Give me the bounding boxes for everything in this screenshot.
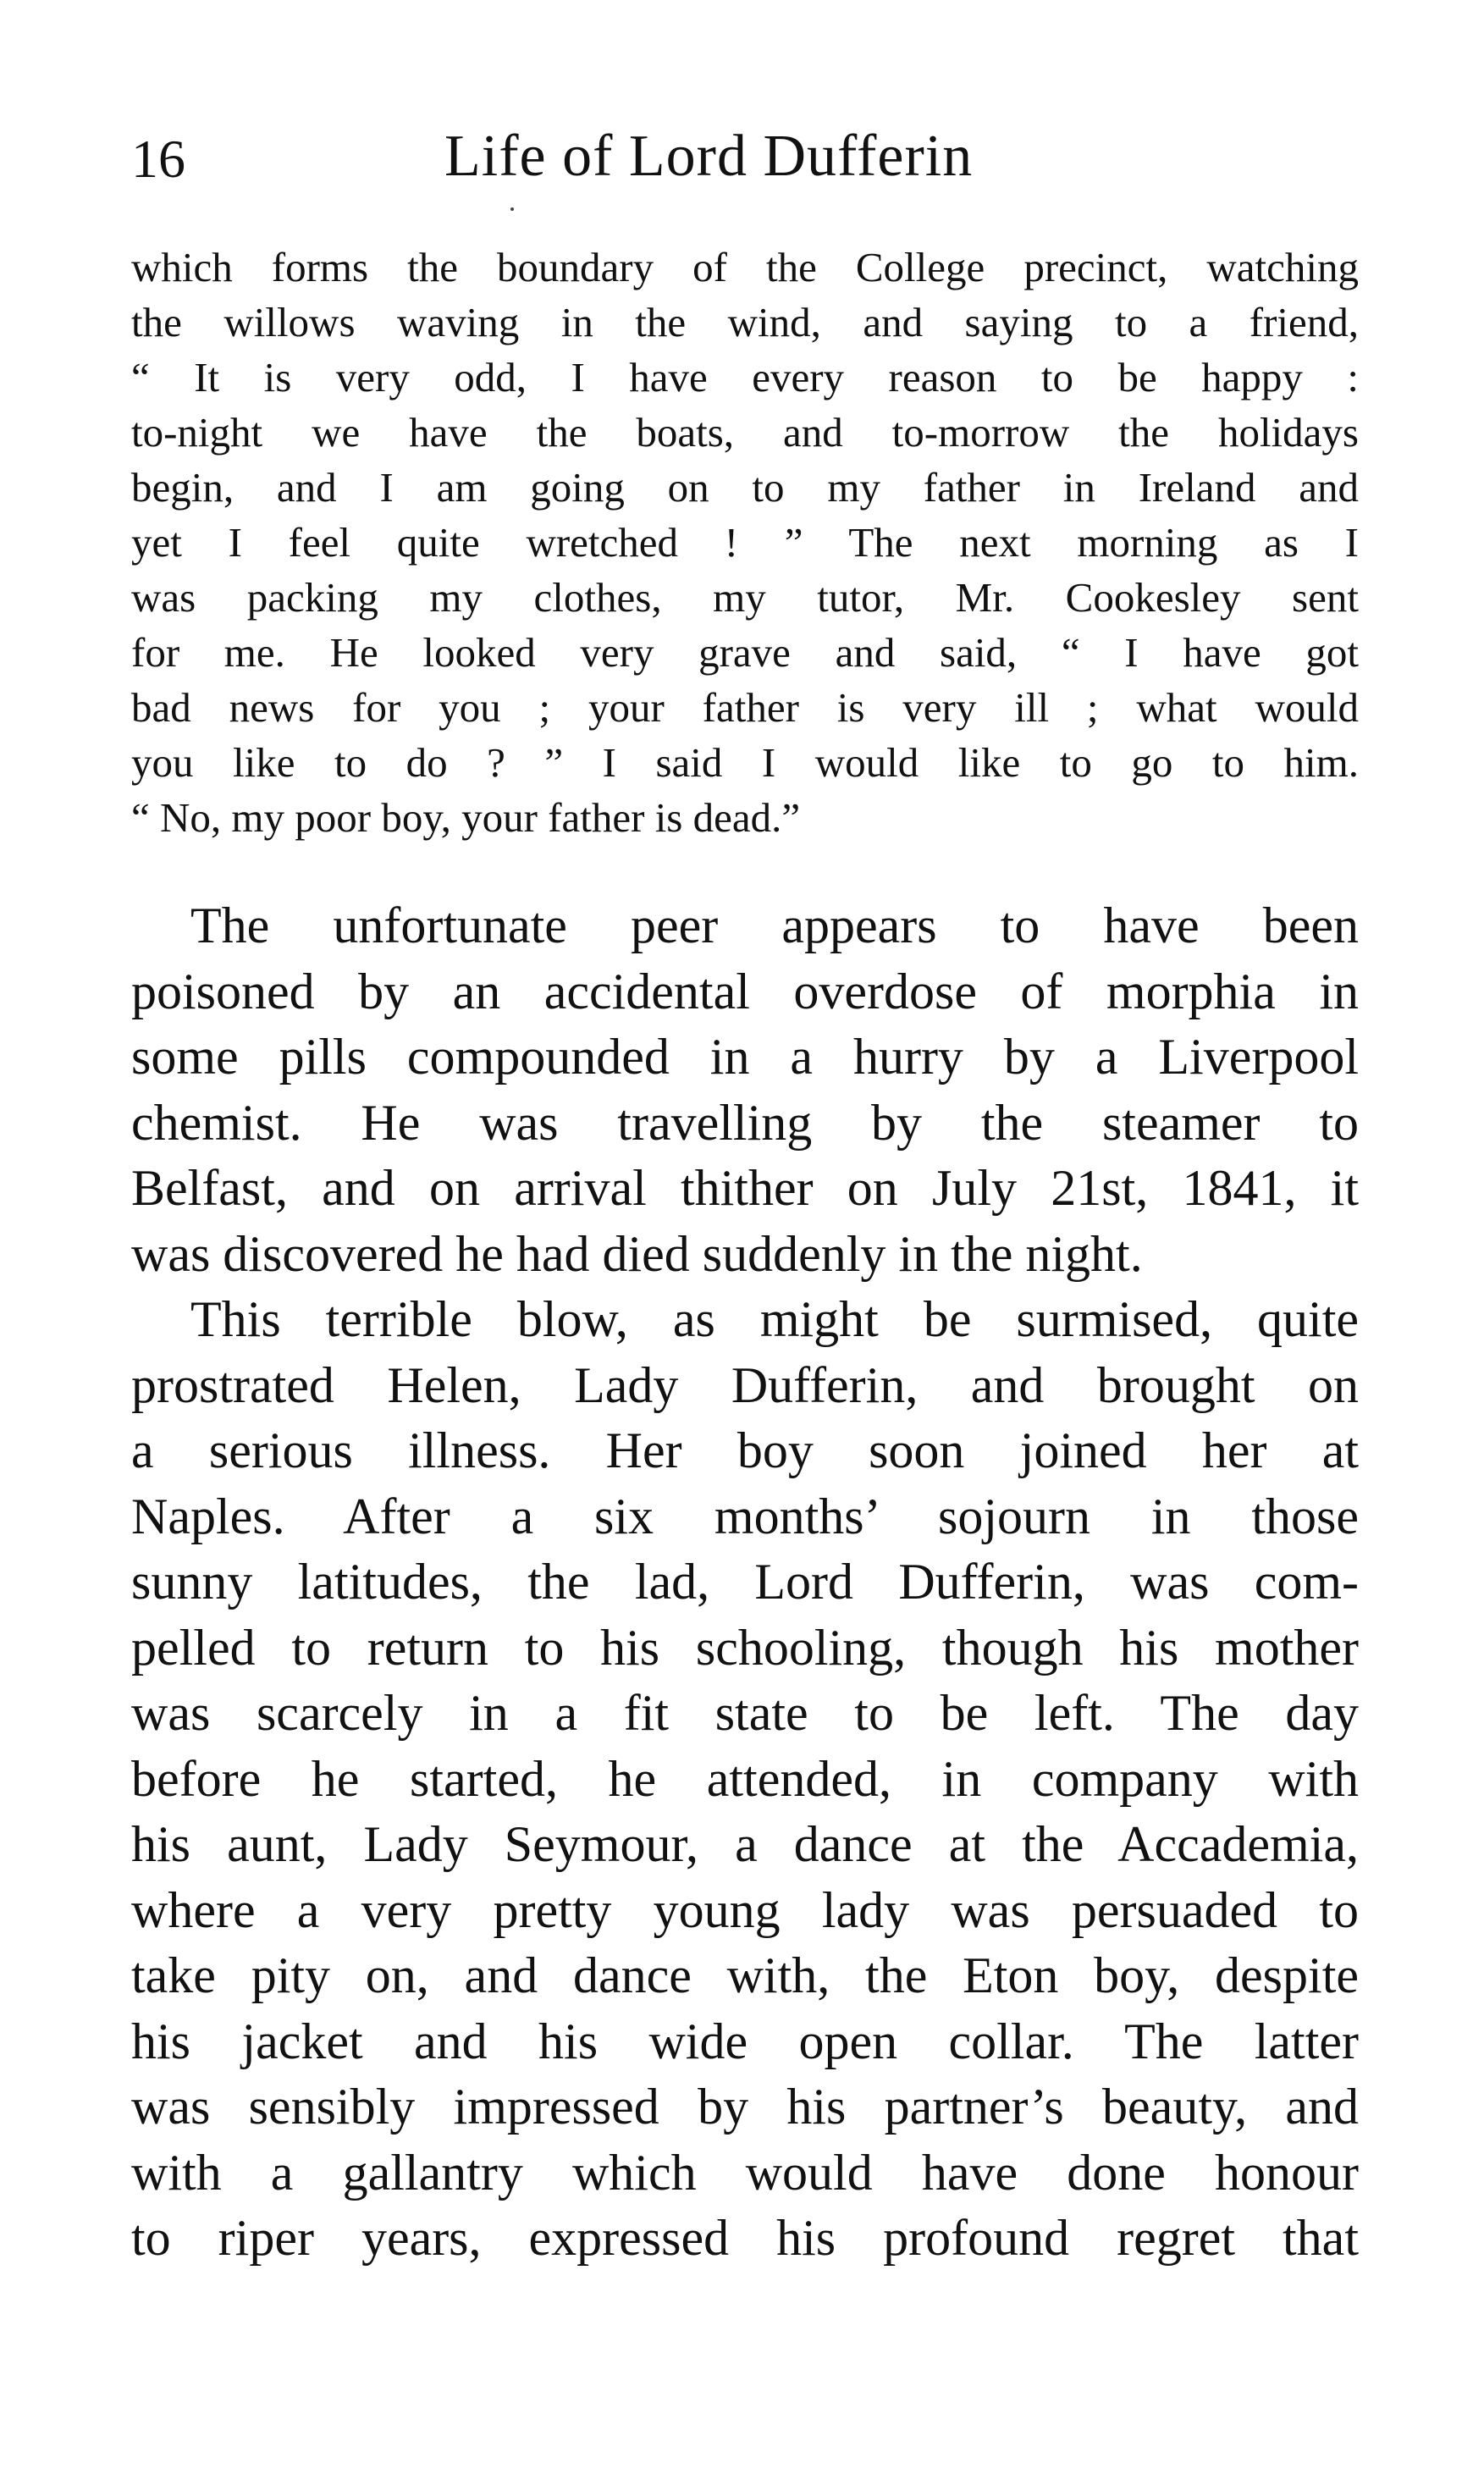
body-line: to riper years, expressed his profound regret that bbox=[131, 2210, 1359, 2266]
body-line: before he started, he attended, in company with bbox=[131, 1750, 1359, 1807]
quote-line: “ It is very odd, I have every reason to be happy : bbox=[131, 354, 1359, 400]
body-line: take pity on, and dance with, the Eton boy, despite bbox=[131, 1947, 1359, 2003]
page-number: 16 bbox=[131, 129, 185, 189]
body-line: was sensibly impressed by his partner’s beauty, and bbox=[131, 2079, 1359, 2135]
body-line: Belfast, and on arrival thither on July 21st, 1841, it bbox=[131, 1160, 1359, 1216]
quote-line: “ No, my poor boy, your father is dead.” bbox=[131, 794, 801, 841]
quote-line: which forms the boundary of the College precinct, watching bbox=[131, 244, 1359, 290]
page-header bbox=[131, 119, 1359, 212]
body-line: chemist. He was travelling by the steamer to bbox=[131, 1094, 1359, 1151]
quote-line: the willows waving in the wind, and saying to a friend, bbox=[131, 299, 1359, 345]
body-line: where a very pretty young lady was persuaded to bbox=[131, 1881, 1359, 1938]
running-title: Life of Lord Dufferin bbox=[444, 124, 974, 189]
quote-line: begin, and I am going on to my father in Ireland and bbox=[131, 464, 1359, 511]
quote-line: to-night we have the boats, and to-morrow the holidays bbox=[131, 409, 1359, 456]
quote-line: for me. He looked very grave and said, “ I have got bbox=[131, 629, 1359, 676]
body-line: his jacket and his wide open collar. The latter bbox=[131, 2013, 1359, 2069]
body-line: with a gallantry which would have done honour bbox=[131, 2144, 1359, 2201]
quote-line: yet I feel quite wretched ! ” The next morning as I bbox=[131, 519, 1359, 566]
body-line: some pills compounded in a hurry by a Liverpool bbox=[131, 1029, 1359, 1085]
body-line: poisoned by an accidental overdose of morphia in bbox=[131, 963, 1359, 1019]
body-line: his aunt, Lady Seymour, a dance at the Accademia, bbox=[131, 1816, 1359, 1872]
body-line: a serious illness. Her boy soon joined her at bbox=[131, 1422, 1359, 1478]
body-line: was discovered he had died suddenly in the night. bbox=[131, 1225, 1143, 1282]
body-text bbox=[131, 893, 1359, 2272]
body-line: pelled to return to his schooling, though his mother bbox=[131, 1619, 1359, 1676]
body-line: This terrible blow, as might be surmised, quite bbox=[190, 1291, 1359, 1347]
quote-line: you like to do ? ” I said I would like to go to him. bbox=[131, 739, 1359, 786]
body-line: prostrated Helen, Lady Dufferin, and brought on bbox=[131, 1356, 1359, 1413]
quoted-passage bbox=[131, 240, 1359, 845]
body-line: Naples. After a six months’ sojourn in those bbox=[131, 1488, 1359, 1544]
body-line: The unfortunate peer appears to have been bbox=[190, 898, 1359, 953]
quote-line: bad news for you ; your father is very ill ; what would bbox=[131, 684, 1359, 731]
ornament-dot bbox=[510, 207, 514, 211]
quote-line: was packing my clothes, my tutor, Mr. Cookesley sent bbox=[131, 574, 1359, 621]
body-line: was scarcely in a fit state to be left. The day bbox=[131, 1685, 1359, 1741]
body-line: sunny latitudes, the lad, Lord Dufferin, was com- bbox=[131, 1554, 1359, 1610]
